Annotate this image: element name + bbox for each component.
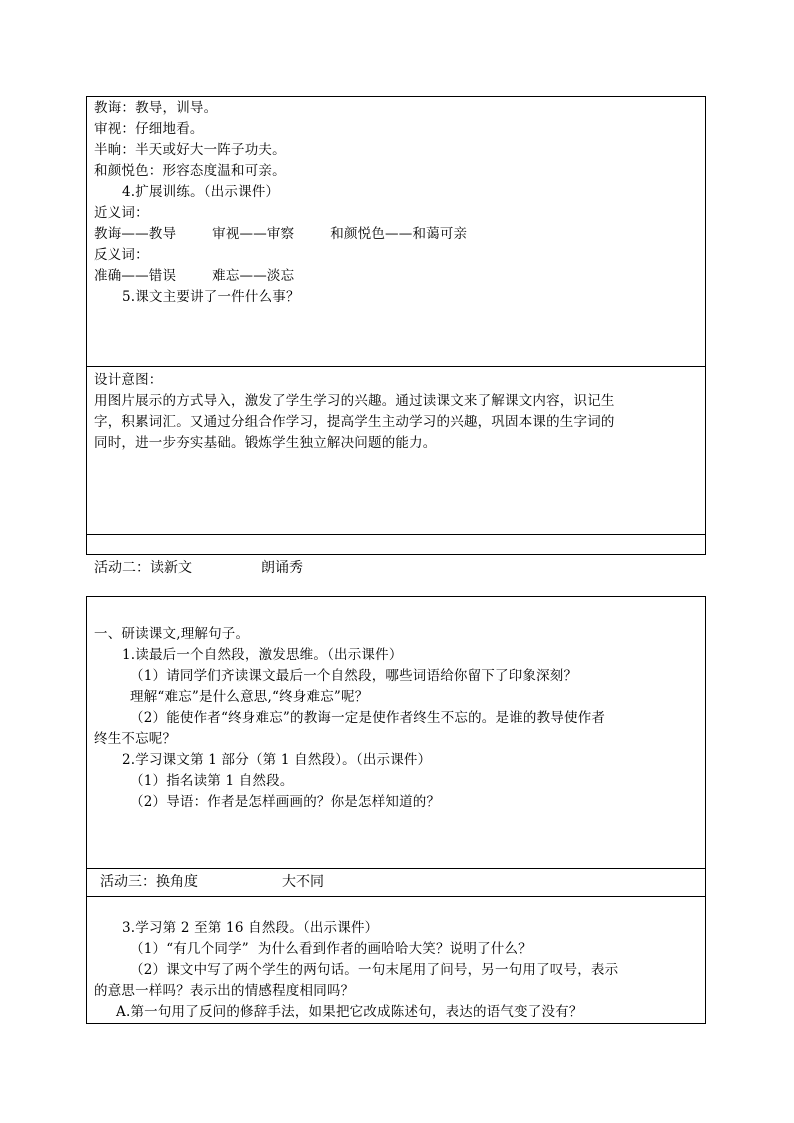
reading-line: （1）指名读第 1 自然段。 bbox=[130, 773, 294, 789]
vocab-line: 审视：仔细地看。 bbox=[94, 121, 204, 137]
vocab-line: 反义词： bbox=[94, 247, 149, 263]
vocab-line: 教诲——教导 审视——审察 和颜悦色——和蔼可亲 bbox=[94, 226, 468, 242]
row-divider-2 bbox=[86, 534, 706, 535]
study-line: （2）课文中写了两个学生的两句话。一句末尾用了问号，另一句用了叹号，表示 bbox=[130, 962, 619, 978]
design-intent-line: 同时，进一步夯实基础。锻炼学生独立解决问题的能力。 bbox=[94, 435, 437, 451]
reading-line: （2）能使作者“终身难忘”的教诲一定是使作者终生不忘的。是谁的教导使作者 bbox=[130, 710, 606, 726]
row-divider-1 bbox=[86, 366, 706, 367]
vocab-line: 和颜悦色：形容态度温和可亲。 bbox=[94, 163, 286, 179]
vocab-line: 4.扩展训练。（出示课件） bbox=[122, 184, 280, 200]
row-divider-3 bbox=[86, 868, 706, 869]
vocab-line: 教诲：教导，训导。 bbox=[94, 100, 218, 116]
activity-2-subtitle: 朗诵秀 bbox=[261, 560, 303, 576]
vocab-line: 5.课文主要讲了一件什么事？ bbox=[122, 289, 300, 305]
reading-line: 1.读最后一个自然段，激发思维。（出示课件） bbox=[122, 647, 403, 663]
vocab-line: 半晌：半天或好大一阵子功夫。 bbox=[94, 142, 286, 158]
design-intent-line: 设计意图： bbox=[94, 372, 163, 388]
reading-line: 理解“难忘”是什么意思,“终身难忘”呢？ bbox=[130, 689, 369, 705]
vocab-line: 近义词： bbox=[94, 205, 149, 221]
study-line: 的意思一样吗？表示出的情感程度相同吗？ bbox=[94, 983, 355, 999]
activity-2-title: 活动二：读新文 bbox=[94, 560, 192, 576]
activity-3-title: 活动三：换角度 bbox=[100, 874, 198, 890]
design-intent-line: 字，积累词汇。又通过分组合作学习，提高学生主动学习的兴趣，巩固本课的生字词的 bbox=[94, 414, 615, 430]
study-line: A.第一句用了反问的修辞手法，如果把它改成陈述句，表达的语气变了没有？ bbox=[116, 1004, 583, 1020]
reading-line: 终生不忘呢？ bbox=[94, 731, 177, 747]
design-intent-line: 用图片展示的方式导入，激发了学生学习的兴趣。通过读课文来了解课文内容，识记生 bbox=[94, 393, 615, 409]
study-line: 3.学习第 2 至第 16 自然段。（出示课件） bbox=[122, 920, 379, 936]
reading-line: （1）请同学们齐读课文最后一个自然段，哪些词语给你留下了印象深刻？ bbox=[130, 668, 578, 684]
reading-line: 2.学习课文第 1 部分（第 1 自然段）。（出示课件） bbox=[122, 752, 432, 768]
reading-line: （2）导语：作者是怎样画画的？你是怎样知道的？ bbox=[130, 794, 441, 810]
activity-3-subtitle: 大不同 bbox=[282, 874, 324, 890]
row-divider-4 bbox=[86, 896, 706, 897]
reading-line: 一、研读课文,理解句子。 bbox=[94, 626, 250, 642]
study-line: （1）“有几个同学” 为什么看到作者的画哈哈大笑？说明了什么？ bbox=[130, 941, 532, 957]
vocab-line: 准确——错误 难忘——淡忘 bbox=[94, 268, 295, 284]
